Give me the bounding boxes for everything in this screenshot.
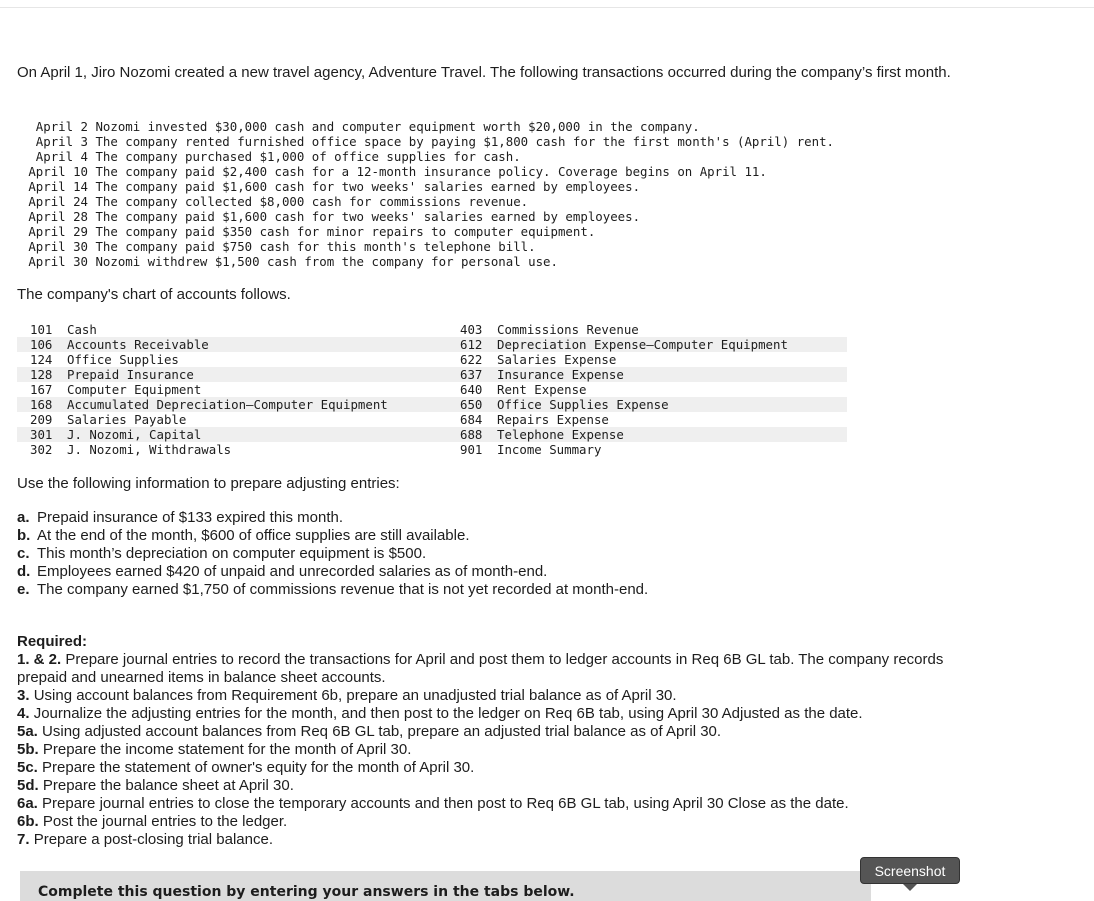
required-text: Prepare the income statement for the month of April 30. [42,741,412,758]
required-text: Using adjusted account balances from Req 6B GL tab, prepare an adjusted trial balance as of April 30. [42,723,722,740]
adjustment-text: At the end of the month, $600 of office supplies are still available. [37,527,470,544]
account-number: 101 [30,322,53,337]
account-name: Insurance Expense [497,367,624,382]
account-name: Computer Equipment [67,382,202,397]
required-key: 5d. [17,777,39,794]
transaction-text: The company paid $1,600 cash for two weeks' salaries earned by employees. [95,209,641,224]
transaction-text: The company paid $1,600 cash for two weeks' salaries earned by employees. [95,179,641,194]
account-name: Rent Expense [497,382,587,397]
transaction-date: April 4 [35,149,88,164]
account-name: Commissions Revenue [497,322,639,337]
account-row [17,382,847,397]
required-text: Prepare journal entries to close the temporary accounts and then post to Req 6B GL tab, using April 30 Close as the date. [42,795,849,812]
transaction-text: The company paid $350 cash for minor repairs to computer equipment. [95,224,596,239]
account-row [17,397,847,412]
required-item [17,687,947,705]
transaction-row [17,224,917,239]
transaction-text: Nozomi withdrew $1,500 cash from the company for personal use. [95,254,558,269]
account-name: Office Supplies [67,352,179,367]
required-heading: Required: [17,633,88,650]
required-text: Prepare journal entries to record the transactions for April and post them to ledger accounts in Req 6B GL tab. The company records prepaid and unearned items in balance sheet accounts. [17,651,944,686]
account-name: Office Supplies Expense [497,397,669,412]
transaction-date: April 10 [28,164,88,179]
account-number: 622 [460,352,483,367]
required-item [17,651,947,687]
required-key: 6a. [17,795,38,812]
transaction-row [17,149,917,164]
account-number: 167 [30,382,53,397]
required-item [17,759,947,777]
adjustment-item [17,527,917,545]
required-text: Using account balances from Requirement 6b, prepare an unadjusted trial balance as of April 30. [33,687,677,704]
adjustment-item [17,563,917,581]
transaction-text: The company purchased $1,000 of office supplies for cash. [95,149,521,164]
screenshot-tooltip-arrow [903,884,917,891]
account-number: 640 [460,382,483,397]
adjusting-info-label: Use the following information to prepare adjusting entries: [17,475,400,492]
adjustment-item [17,581,917,599]
tabs-instruction-bar [20,871,871,901]
required-text: Journalize the adjusting entries for the month, and then post to the ledger on Req 6B tab, using April 30 Adjusted as the date. [33,705,863,722]
required-key: 5c. [17,759,38,776]
account-number: 403 [460,322,483,337]
account-row [17,412,847,427]
account-number: 168 [30,397,53,412]
account-name: Accumulated Depreciation—Computer Equipment [67,397,388,412]
account-number: 128 [30,367,53,382]
transaction-date: April 29 [28,224,88,239]
transaction-date: April 3 [35,134,88,149]
transaction-date: April 30 [28,239,88,254]
transaction-row [17,239,917,254]
transaction-row [17,209,917,224]
required-key: 7. [17,831,30,848]
required-key: 6b. [17,813,39,830]
adjustment-text: Prepaid insurance of $133 expired this month. [37,509,344,526]
adjustments-list [17,509,917,599]
adjustment-text: The company earned $1,750 of commissions revenue that is not yet recorded at month-end. [37,581,649,598]
transaction-row [17,134,917,149]
transaction-date: April 14 [28,179,88,194]
required-item [17,777,947,795]
account-row [17,337,847,352]
transaction-text: The company paid $2,400 cash for a 12-month insurance policy. Coverage begins on April 11. [95,164,767,179]
required-item [17,795,947,813]
account-number: 106 [30,337,53,352]
top-divider [0,7,1094,8]
account-row [17,442,847,457]
account-name: J. Nozomi, Withdrawals [67,442,232,457]
account-row [17,322,847,337]
account-row [17,352,847,367]
account-number: 612 [460,337,483,352]
account-number: 688 [460,427,483,442]
transaction-row [17,119,917,134]
required-key: 4. [17,705,30,722]
account-number: 684 [460,412,483,427]
transaction-date: April 2 [35,119,88,134]
account-name: Telephone Expense [497,427,624,442]
required-item [17,813,947,831]
required-key: 5a. [17,723,38,740]
account-number: 302 [30,442,53,457]
account-number: 901 [460,442,483,457]
required-text: Post the journal entries to the ledger. [42,813,288,830]
account-name: Salaries Expense [497,352,617,367]
required-text: Prepare the balance sheet at April 30. [42,777,294,794]
required-key: 5b. [17,741,39,758]
adjustment-text: Employees earned $420 of unpaid and unrecorded salaries as of month-end. [37,563,548,580]
account-name: Salaries Payable [67,412,187,427]
account-row [17,427,847,442]
transaction-row [17,254,917,269]
adjustment-key: d. [17,563,31,580]
account-number: 301 [30,427,53,442]
transaction-text: The company rented furnished office space by paying $1,800 cash for the first month's (April) rent. [95,134,834,149]
adjustment-item [17,545,917,563]
account-name: Prepaid Insurance [67,367,194,382]
transaction-date: April 28 [28,209,88,224]
required-item [17,705,947,723]
account-number: 124 [30,352,53,367]
account-name: Accounts Receivable [67,337,209,352]
account-name: Repairs Expense [497,412,609,427]
tabs-instruction-text: Complete this question by entering your answers in the tabs below. [38,884,575,900]
required-key: 1. & 2. [17,651,62,668]
adjustment-key: b. [17,527,31,544]
screenshot-button[interactable]: Screenshot [860,857,960,884]
account-name: Depreciation Expense—Computer Equipment [497,337,788,352]
transaction-date: April 24 [28,194,88,209]
transaction-date: April 30 [28,254,88,269]
adjustment-key: e. [17,581,30,598]
adjustment-text: This month’s depreciation on computer equipment is $500. [37,545,427,562]
required-key: 3. [17,687,30,704]
transaction-row [17,194,917,209]
transaction-row [17,179,917,194]
required-item [17,741,947,759]
account-number: 650 [460,397,483,412]
required-section [17,633,947,849]
required-item [17,723,947,741]
adjustment-key: a. [17,509,30,526]
transaction-row [17,164,917,179]
account-row [17,367,847,382]
adjustment-item [17,509,917,527]
required-text: Prepare a post-closing trial balance. [33,831,273,848]
account-name: Income Summary [497,442,602,457]
transaction-text: The company collected $8,000 cash for commissions revenue. [95,194,529,209]
chart-of-accounts-table [17,322,847,457]
account-name: J. Nozomi, Capital [67,427,202,442]
account-number: 209 [30,412,53,427]
transaction-text: The company paid $750 cash for this month's telephone bill. [95,239,536,254]
intro-paragraph: On April 1, Jiro Nozomi created a new travel agency, Adventure Travel. The following transactions occurred during the company’s first month. [17,64,951,81]
transactions-list [17,119,917,269]
required-item [17,831,947,849]
account-number: 637 [460,367,483,382]
chart-of-accounts-label: The company's chart of accounts follows. [17,286,291,303]
required-text: Prepare the statement of owner's equity for the month of April 30. [42,759,475,776]
adjustment-key: c. [17,545,30,562]
transaction-text: Nozomi invested $30,000 cash and computer equipment worth $20,000 in the company. [95,119,700,134]
account-name: Cash [67,322,97,337]
